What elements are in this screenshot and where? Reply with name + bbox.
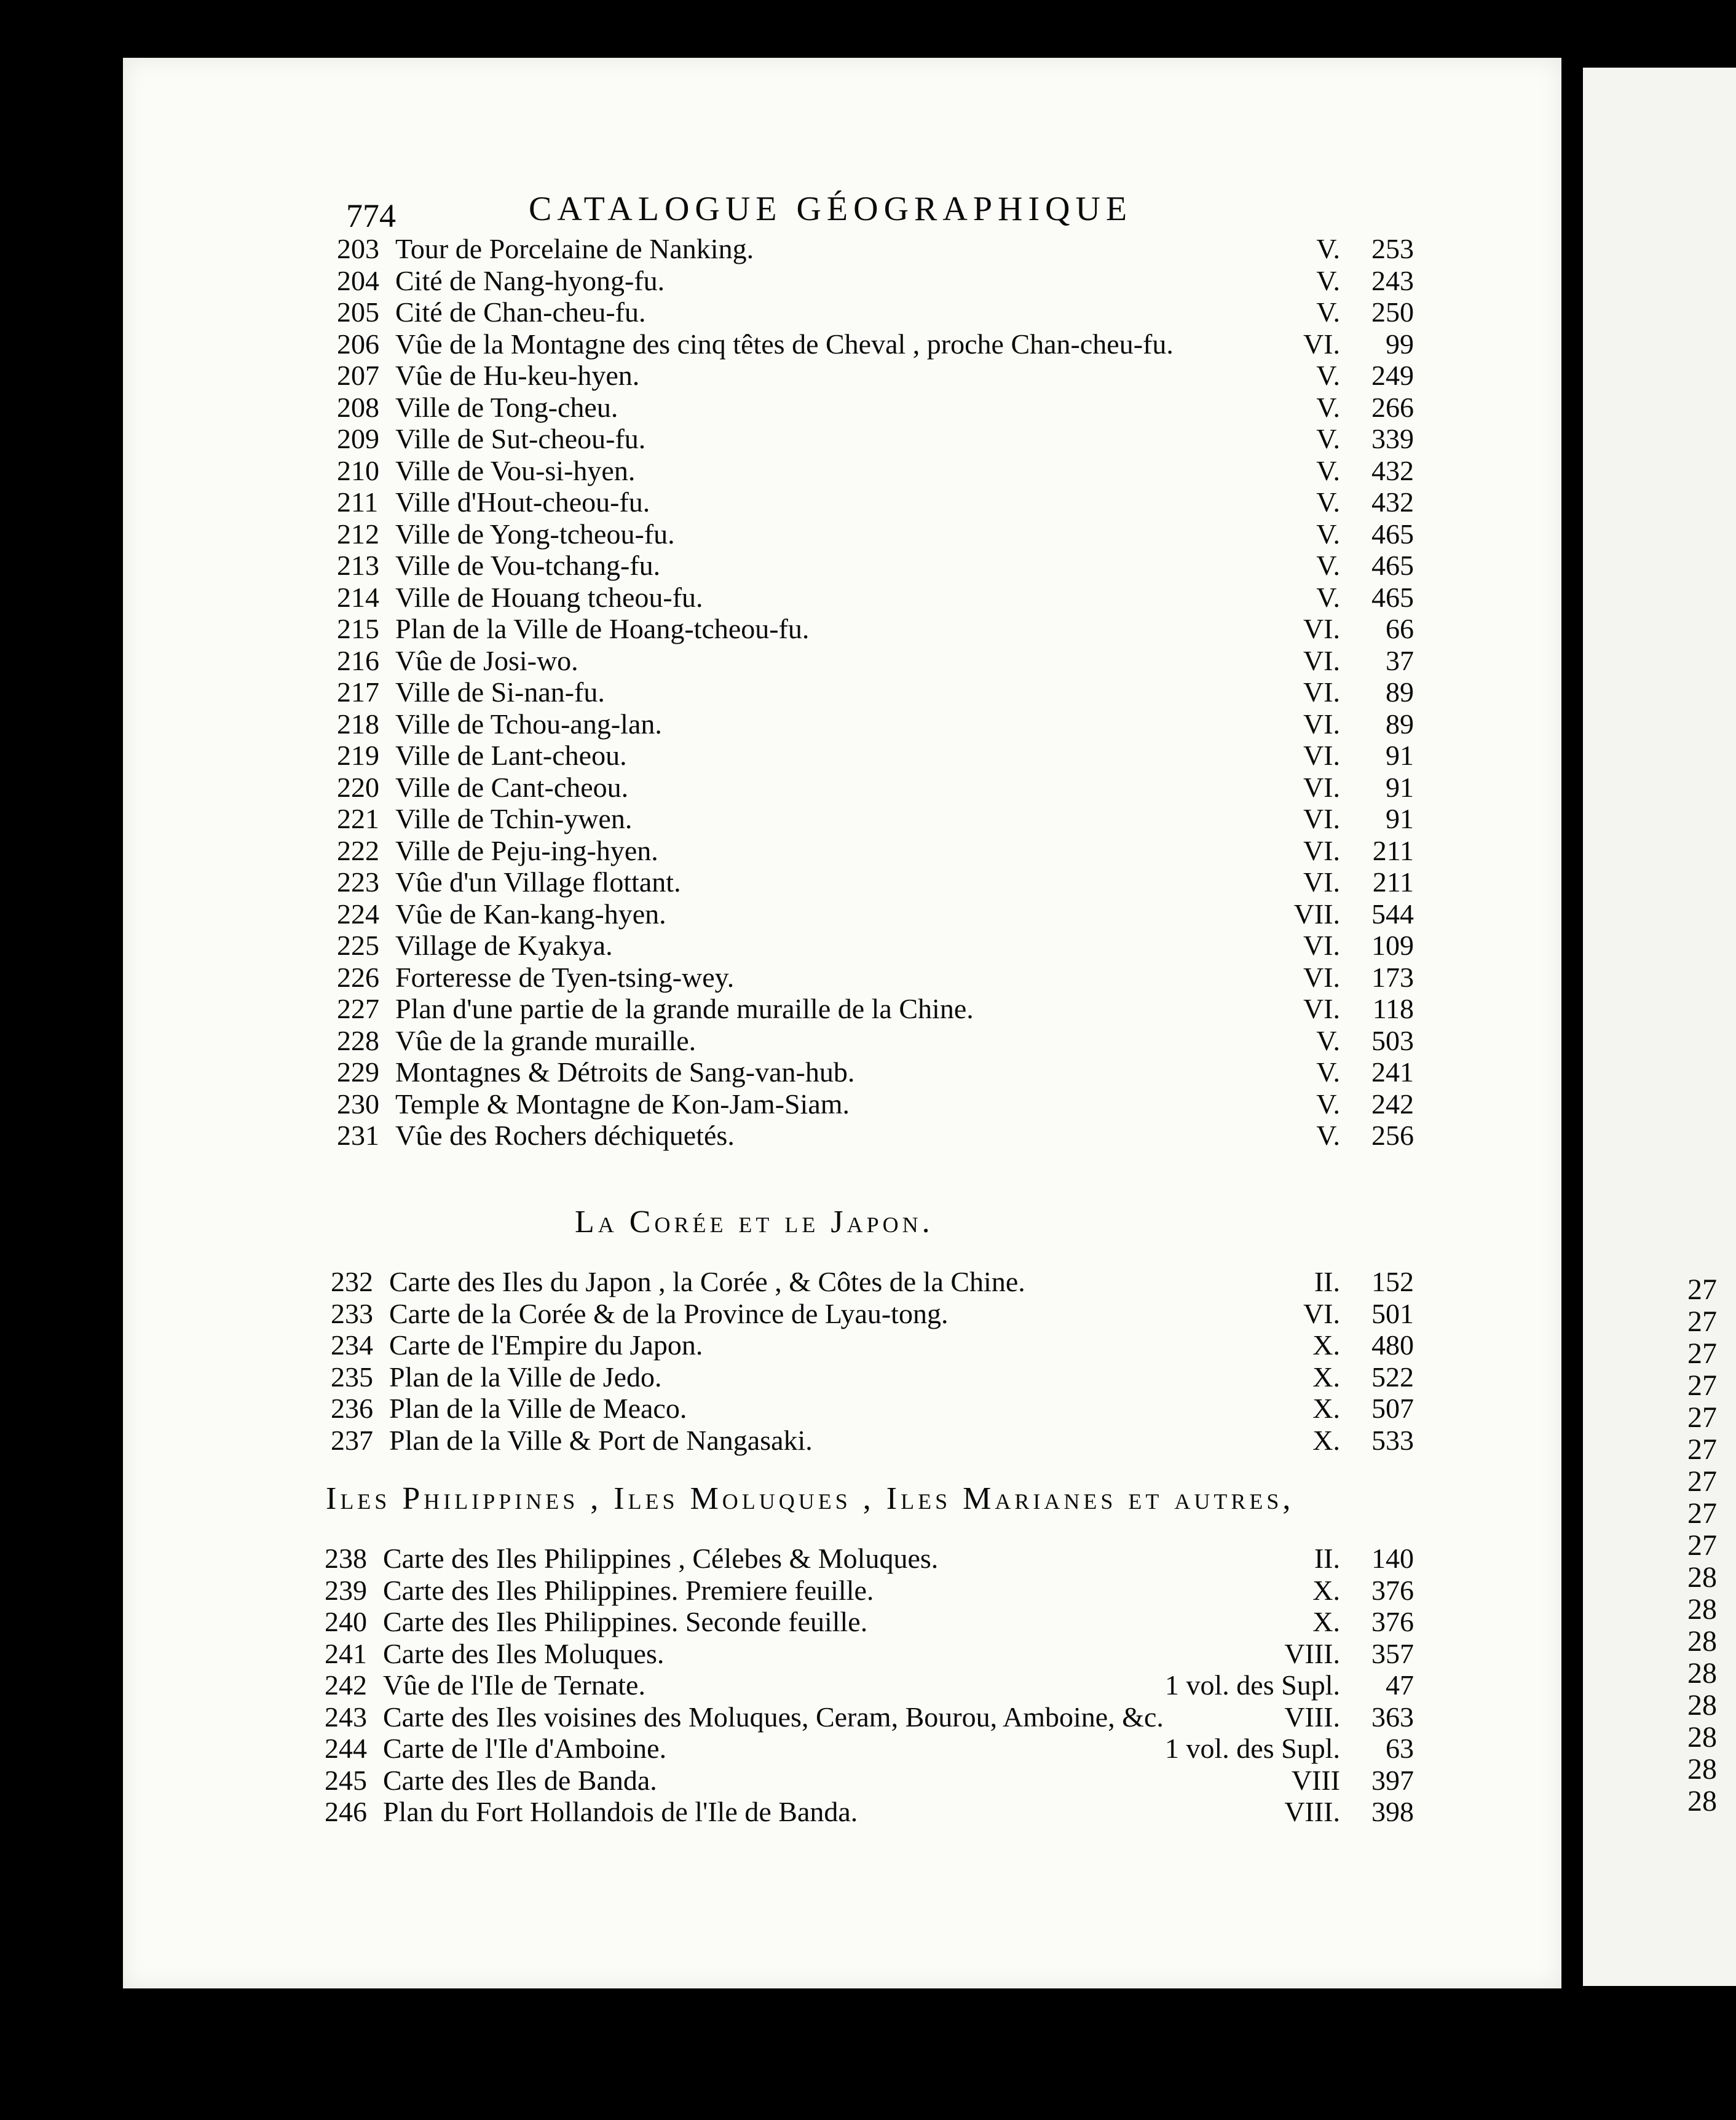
entry-title: Plan de la Ville & Port de Nangasaki. [389, 1424, 813, 1456]
entry-volume: V. [1316, 296, 1340, 328]
entry-number: 204 [337, 264, 379, 296]
entry-number: 223 [337, 866, 379, 898]
entry-volume: X. [1312, 1329, 1340, 1361]
entry-volume: 1 vol. des Supl. [1165, 1669, 1340, 1701]
entry-number: 246 [325, 1796, 367, 1827]
entry-page: 89 [1386, 708, 1414, 740]
entry-title: Carte des Iles Philippines. Seconde feuille. [383, 1606, 868, 1637]
entry-page: 376 [1371, 1606, 1414, 1637]
facing-page-number: 28 [1687, 1625, 1717, 1658]
entry-number: 228 [337, 1024, 379, 1056]
entry-page: 243 [1371, 264, 1414, 296]
entry-volume: V. [1316, 1024, 1340, 1056]
facing-page-number: 28 [1687, 1593, 1717, 1626]
entry-number: 241 [325, 1637, 367, 1669]
entry-volume: V. [1316, 233, 1340, 264]
facing-page-number: 27 [1687, 1529, 1717, 1562]
entry-title: Ville d'Hout-cheou-fu. [395, 486, 650, 518]
entry-page: 63 [1386, 1733, 1414, 1764]
facing-page-number: 27 [1687, 1465, 1717, 1498]
section-heading: Iles Philippines , Iles Moluques , Iles Marianes et autres, [326, 1481, 1295, 1516]
entry-title: Forteresse de Tyen-tsing-wey. [395, 961, 735, 993]
entry-volume: VII. [1293, 898, 1340, 930]
entry-volume: X. [1312, 1574, 1340, 1606]
entry-number: 229 [337, 1056, 379, 1088]
entry-title: Plan du Fort Hollandois de l'Ile de Banda. [383, 1796, 858, 1827]
entry-volume: 1 vol. des Supl. [1165, 1733, 1340, 1764]
entry-volume: V. [1316, 1056, 1340, 1088]
entry-page: 432 [1371, 454, 1414, 486]
entry-page: 250 [1371, 296, 1414, 328]
entry-volume: VI. [1303, 740, 1340, 771]
entry-title: Carte des Iles voisines des Moluques, Ceram, Bourou, Amboine, &c. [383, 1701, 1164, 1733]
entry-title: Vûe de l'Ile de Ternate. [383, 1669, 645, 1701]
entry-number: 211 [337, 486, 379, 518]
entry-number: 238 [325, 1543, 367, 1574]
entry-number: 222 [337, 834, 379, 866]
entry-number: 206 [337, 328, 379, 360]
entry-title: Ville de Vou-tchang-fu. [395, 550, 661, 581]
entry-number: 227 [337, 993, 379, 1024]
entry-title: Vûe de la grande muraille. [395, 1024, 696, 1056]
entry-title: Ville de Tong-cheu. [395, 391, 618, 423]
entry-volume: V. [1316, 391, 1340, 423]
entry-title: Vûe de Hu-keu-hyen. [395, 360, 640, 391]
entry-number: 231 [337, 1120, 379, 1151]
entry-number: 218 [337, 708, 379, 740]
entry-number: 213 [337, 550, 379, 581]
entry-number: 244 [325, 1733, 367, 1764]
entry-title: Ville de Lant-cheou. [395, 740, 627, 771]
facing-page-number: 27 [1687, 1497, 1717, 1530]
entry-volume: VI. [1303, 930, 1340, 961]
entry-title: Tour de Porcelaine de Nanking. [395, 233, 754, 264]
entry-number: 230 [337, 1088, 379, 1120]
entry-title: Carte de la Corée & de la Province de Lyau-tong. [389, 1297, 949, 1329]
page-number: 774 [346, 197, 396, 234]
entry-volume: V. [1316, 581, 1340, 613]
entry-page: 501 [1371, 1297, 1414, 1329]
entry-volume: II. [1314, 1543, 1340, 1574]
entry-volume: VIII. [1284, 1701, 1340, 1733]
entry-volume: X. [1312, 1606, 1340, 1637]
entry-page: 544 [1371, 898, 1414, 930]
entry-title: Cité de Nang-hyong-fu. [395, 264, 665, 296]
entry-volume: V. [1316, 360, 1340, 391]
entry-title: Ville de Si-nan-fu. [395, 676, 605, 708]
entry-title: Plan de la Ville de Jedo. [389, 1361, 662, 1393]
section-heading: La Corée et le Japon. [575, 1204, 934, 1240]
entry-page: 432 [1371, 486, 1414, 518]
entry-number: 214 [337, 581, 379, 613]
entry-page: 37 [1386, 644, 1414, 676]
entry-title: Ville de Sut-cheou-fu. [395, 423, 646, 454]
entry-volume: VI. [1303, 803, 1340, 834]
entry-number: 225 [337, 930, 379, 961]
entry-number: 232 [331, 1266, 373, 1297]
entry-title: Plan de la Ville de Meaco. [389, 1393, 687, 1424]
facing-page-edge [1583, 68, 1736, 1986]
entry-page: 249 [1371, 360, 1414, 391]
entry-volume: VIII [1291, 1764, 1340, 1796]
entry-volume: X. [1312, 1393, 1340, 1424]
entry-volume: VI. [1303, 771, 1340, 803]
entry-number: 242 [325, 1669, 367, 1701]
entry-page: 241 [1371, 1056, 1414, 1088]
entry-title: Ville de Yong-tcheou-fu. [395, 518, 675, 550]
entry-volume: VI. [1303, 1297, 1340, 1329]
entry-number: 217 [337, 676, 379, 708]
entry-page: 266 [1371, 391, 1414, 423]
entry-title: Ville de Tchou-ang-lan. [395, 708, 662, 740]
entry-page: 173 [1371, 961, 1414, 993]
entry-volume: VI. [1303, 328, 1340, 360]
entry-page: 242 [1371, 1088, 1414, 1120]
entry-number: 203 [337, 233, 379, 264]
entry-page: 152 [1371, 1266, 1414, 1297]
entry-volume: VI. [1303, 866, 1340, 898]
entry-page: 363 [1371, 1701, 1414, 1733]
entry-title: Ville de Cant-cheou. [395, 771, 629, 803]
entry-page: 66 [1386, 613, 1414, 644]
facing-page-number: 28 [1687, 1689, 1717, 1722]
entry-number: 239 [325, 1574, 367, 1606]
entry-number: 224 [337, 898, 379, 930]
entry-page: 465 [1371, 581, 1414, 613]
entry-volume: V. [1316, 486, 1340, 518]
entry-page: 256 [1371, 1120, 1414, 1151]
entry-number: 212 [337, 518, 379, 550]
entry-page: 507 [1371, 1393, 1414, 1424]
entry-volume: VI. [1303, 676, 1340, 708]
entry-volume: V. [1316, 423, 1340, 454]
facing-page-number: 27 [1687, 1401, 1717, 1434]
entry-number: 216 [337, 644, 379, 676]
entry-number: 237 [331, 1424, 373, 1456]
entry-page: 91 [1386, 740, 1414, 771]
entry-page: 357 [1371, 1637, 1414, 1669]
entry-page: 480 [1371, 1329, 1414, 1361]
entry-number: 221 [337, 803, 379, 834]
entry-title: Plan d'une partie de la grande muraille de la Chine. [395, 993, 974, 1024]
entry-title: Vûe des Rochers déchiquetés. [395, 1120, 735, 1151]
entry-volume: V. [1316, 1120, 1340, 1151]
facing-page-number: 27 [1687, 1273, 1717, 1306]
entry-page: 533 [1371, 1424, 1414, 1456]
entry-page: 398 [1371, 1796, 1414, 1827]
gutter-divider [1561, 61, 1566, 1992]
entry-title: Carte des Iles de Banda. [383, 1764, 657, 1796]
entry-page: 99 [1386, 328, 1414, 360]
entry-title: Carte des Iles Philippines. Premiere feuille. [383, 1574, 874, 1606]
entry-title: Plan de la Ville de Hoang-tcheou-fu. [395, 613, 810, 644]
entry-title: Vûe de Josi-wo. [395, 644, 578, 676]
entry-volume: V. [1316, 518, 1340, 550]
entry-page: 140 [1371, 1543, 1414, 1574]
entry-number: 233 [331, 1297, 373, 1329]
entry-page: 503 [1371, 1024, 1414, 1056]
facing-page-number: 27 [1687, 1433, 1717, 1466]
entry-title: Village de Kyakya. [395, 930, 613, 961]
entry-page: 47 [1386, 1669, 1414, 1701]
facing-page-number: 27 [1687, 1337, 1717, 1370]
entry-number: 240 [325, 1606, 367, 1637]
entry-title: Vûe de la Montagne des cinq têtes de Cheval , proche Chan-cheu-fu. [395, 328, 1174, 360]
entry-number: 245 [325, 1764, 367, 1796]
entry-volume: VI. [1303, 834, 1340, 866]
facing-page-number: 27 [1687, 1305, 1717, 1338]
facing-page-number: 28 [1687, 1753, 1717, 1786]
entry-number: 205 [337, 296, 379, 328]
facing-page-number: 27 [1687, 1369, 1717, 1402]
entry-volume: VI. [1303, 993, 1340, 1024]
entry-page: 376 [1371, 1574, 1414, 1606]
entry-title: Ville de Peju-ing-hyen. [395, 834, 658, 866]
entry-volume: V. [1316, 454, 1340, 486]
entry-title: Carte des Iles du Japon , la Corée , & Côtes de la Chine. [389, 1266, 1025, 1297]
entry-volume: X. [1312, 1424, 1340, 1456]
facing-page-number: 28 [1687, 1561, 1717, 1594]
entry-volume: V. [1316, 264, 1340, 296]
entry-volume: VI. [1303, 961, 1340, 993]
facing-page-number: 28 [1687, 1657, 1717, 1690]
entry-volume: VI. [1303, 644, 1340, 676]
entry-title: Vûe d'un Village flottant. [395, 866, 681, 898]
entry-number: 226 [337, 961, 379, 993]
entry-volume: II. [1314, 1266, 1340, 1297]
entry-number: 235 [331, 1361, 373, 1393]
entry-title: Ville de Houang tcheou-fu. [395, 581, 703, 613]
entry-page: 522 [1371, 1361, 1414, 1393]
entry-number: 234 [331, 1329, 373, 1361]
entry-page: 211 [1372, 866, 1414, 898]
entry-page: 118 [1372, 993, 1414, 1024]
entry-volume: VIII. [1284, 1637, 1340, 1669]
entry-title: Carte des Iles Philippines , Célebes & Moluques. [383, 1543, 939, 1574]
page-title: CATALOGUE GÉOGRAPHIQUE [529, 190, 1133, 228]
entry-number: 243 [325, 1701, 367, 1733]
entry-volume: VIII. [1284, 1796, 1340, 1827]
entry-number: 220 [337, 771, 379, 803]
entry-page: 397 [1371, 1764, 1414, 1796]
entry-volume: X. [1312, 1361, 1340, 1393]
entry-page: 91 [1386, 771, 1414, 803]
entry-page: 465 [1371, 518, 1414, 550]
entry-number: 209 [337, 423, 379, 454]
entry-number: 215 [337, 613, 379, 644]
entry-title: Montagnes & Détroits de Sang-van-hub. [395, 1056, 855, 1088]
entry-number: 208 [337, 391, 379, 423]
entry-number: 236 [331, 1393, 373, 1424]
entry-volume: V. [1316, 1088, 1340, 1120]
entry-number: 210 [337, 454, 379, 486]
entry-title: Ville de Vou-si-hyen. [395, 454, 636, 486]
entry-number: 219 [337, 740, 379, 771]
entry-title: Cité de Chan-cheu-fu. [395, 296, 646, 328]
entry-title: Vûe de Kan-kang-hyen. [395, 898, 666, 930]
entry-volume: VI. [1303, 708, 1340, 740]
entry-title: Carte des Iles Moluques. [383, 1637, 665, 1669]
entry-number: 207 [337, 360, 379, 391]
entry-volume: V. [1316, 550, 1340, 581]
entry-title: Temple & Montagne de Kon-Jam-Siam. [395, 1088, 850, 1120]
entry-page: 339 [1371, 423, 1414, 454]
facing-page-number: 28 [1687, 1785, 1717, 1817]
entry-volume: VI. [1303, 613, 1340, 644]
entry-page: 109 [1371, 930, 1414, 961]
entry-title: Carte de l'Empire du Japon. [389, 1329, 703, 1361]
facing-page-number: 28 [1687, 1721, 1717, 1754]
entry-page: 89 [1386, 676, 1414, 708]
entry-title: Ville de Tchin-ywen. [395, 803, 633, 834]
entry-page: 253 [1371, 233, 1414, 264]
entry-page: 465 [1371, 550, 1414, 581]
entry-page: 211 [1372, 834, 1414, 866]
entry-title: Carte de l'Ile d'Amboine. [383, 1733, 667, 1764]
entry-page: 91 [1386, 803, 1414, 834]
